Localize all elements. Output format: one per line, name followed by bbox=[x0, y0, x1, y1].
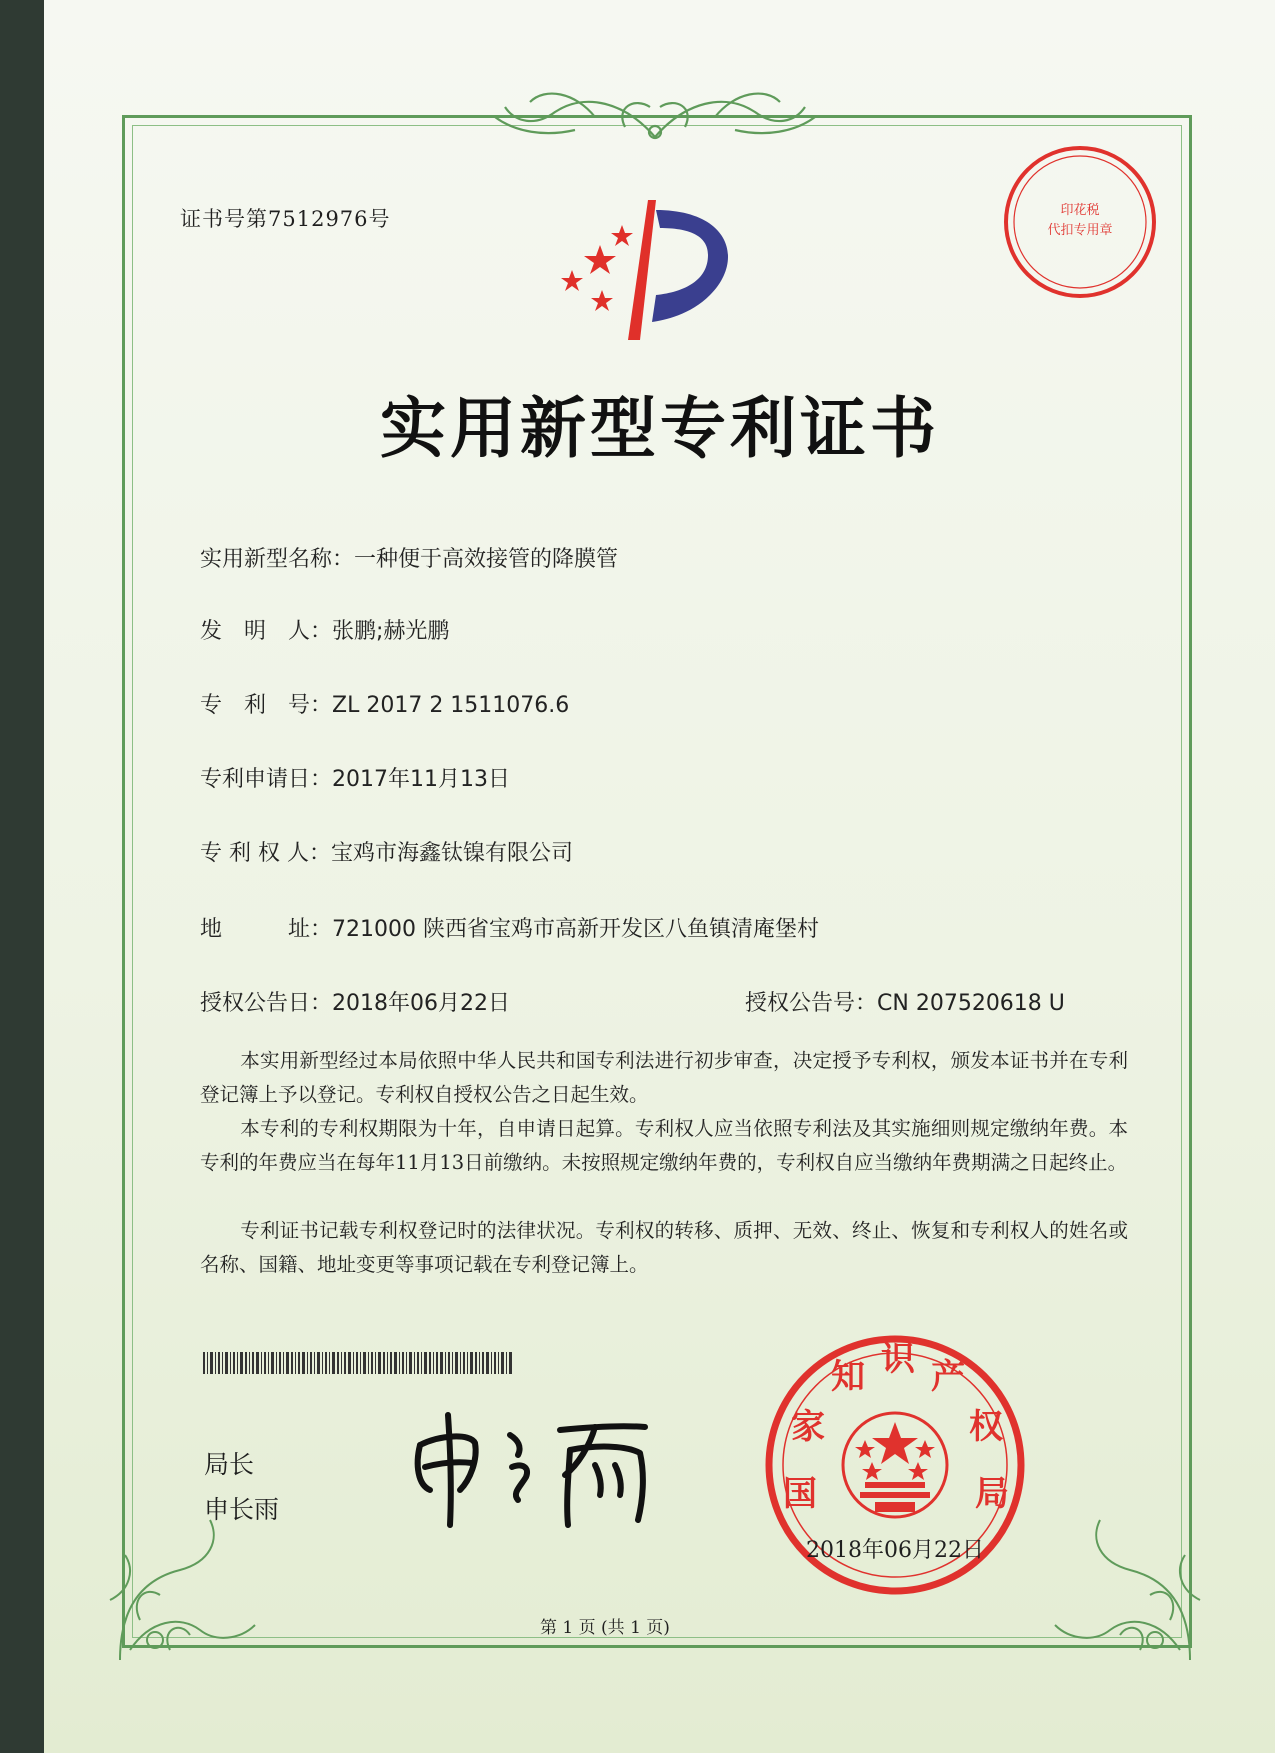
field-name-label: 实用新型名称： bbox=[200, 547, 355, 572]
paragraph-legal-status-text: 专利证书记载专利权登记时的法律状况。专利权的转移、质押、无效、终止、恢复和专利权人的姓名或名称、国籍、地址变更等事项记载在专利登记簿上。 bbox=[200, 1219, 1128, 1276]
seal-char-3: 知 bbox=[831, 1357, 865, 1397]
seal-char-5: 产 bbox=[931, 1357, 965, 1397]
paragraph-grant-text: 本实用新型经过本局依照中华人民共和国专利法进行初步审查，决定授予专利权，颁发本证书并在专利登记簿上予以登记。专利权自授权公告之日起生效。 bbox=[200, 1049, 1128, 1106]
field-inventor bbox=[200, 614, 449, 645]
seal-char-6: 权 bbox=[969, 1407, 1003, 1447]
field-patentee bbox=[200, 836, 573, 867]
paragraph-term-text: 本专利的专利权期限为十年，自申请日起算。专利权人应当依照专利法及其实施细则规定缴纳年费。本专利的年费应当在每年11月13日前缴纳。未按照规定缴纳年费的，专利权自应当缴纳年费期满之日起终止。 bbox=[200, 1117, 1128, 1174]
field-patent-no-value: ZL 2017 2 1511076.6 bbox=[332, 693, 570, 718]
tax-seal-center-1: 印花税 bbox=[1060, 203, 1100, 218]
field-address-value: 721000 陕西省宝鸡市高新开发区八鱼镇清庵堡村 bbox=[332, 917, 819, 942]
page-number: 第 1 页 (共 1 页) bbox=[540, 1618, 670, 1638]
field-filing-date-label: 专利申请日： bbox=[200, 767, 333, 792]
stamp-duty-seal bbox=[1000, 142, 1160, 302]
field-announce-no-value: CN 207520618 U bbox=[877, 991, 1065, 1016]
director-signature bbox=[400, 1405, 670, 1535]
field-patentee-label: 专 利 权 人： bbox=[200, 841, 331, 866]
director-title: 局长 bbox=[204, 1450, 255, 1479]
field-address-label: 地 址： bbox=[200, 917, 333, 942]
seal-char-4: 识 bbox=[881, 1339, 915, 1379]
field-inventor-label: 发 明 人： bbox=[200, 619, 333, 644]
paragraph-legal-status bbox=[200, 1214, 1128, 1282]
field-name bbox=[200, 542, 618, 573]
field-address bbox=[200, 912, 819, 943]
field-patent-no-label: 专 利 号： bbox=[200, 693, 333, 718]
field-patent-no bbox=[200, 688, 569, 719]
patent-office-logo bbox=[560, 200, 750, 345]
field-announce-date bbox=[200, 986, 510, 1017]
certificate-title: 实用新型专利证书 bbox=[380, 389, 940, 467]
field-name-value: 一种便于高效接管的降膜管 bbox=[354, 547, 619, 572]
field-filing-date-value: 2017年11月13日 bbox=[332, 767, 510, 792]
field-inventor-value: 张鹏;赫光鹏 bbox=[332, 619, 450, 644]
director-name: 申长雨 bbox=[204, 1495, 280, 1524]
tax-seal-center-2: 代扣专用章 bbox=[1047, 223, 1113, 238]
field-announce-no-label: 授权公告号： bbox=[745, 991, 878, 1016]
field-patentee-value: 宝鸡市海鑫钛镍有限公司 bbox=[330, 841, 573, 866]
field-announce-no bbox=[745, 986, 1065, 1017]
field-filing-date bbox=[200, 762, 510, 793]
seal-char-1: 国 bbox=[783, 1474, 817, 1514]
seal-char-2: 家 bbox=[791, 1407, 825, 1447]
top-ornament bbox=[475, 82, 835, 152]
certificate-number: 证书号第7512976号 bbox=[180, 207, 391, 231]
seal-char-7: 局 bbox=[975, 1474, 1009, 1514]
barcode bbox=[203, 1352, 513, 1374]
bottom-right-ornament bbox=[1040, 1500, 1210, 1670]
field-announce-date-label: 授权公告日： bbox=[200, 991, 333, 1016]
field-announce-date-value: 2018年06月22日 bbox=[332, 991, 510, 1016]
paragraph-term bbox=[200, 1112, 1128, 1180]
paragraph-grant bbox=[200, 1044, 1128, 1112]
seal-date: 2018年06月22日 bbox=[806, 1538, 984, 1563]
